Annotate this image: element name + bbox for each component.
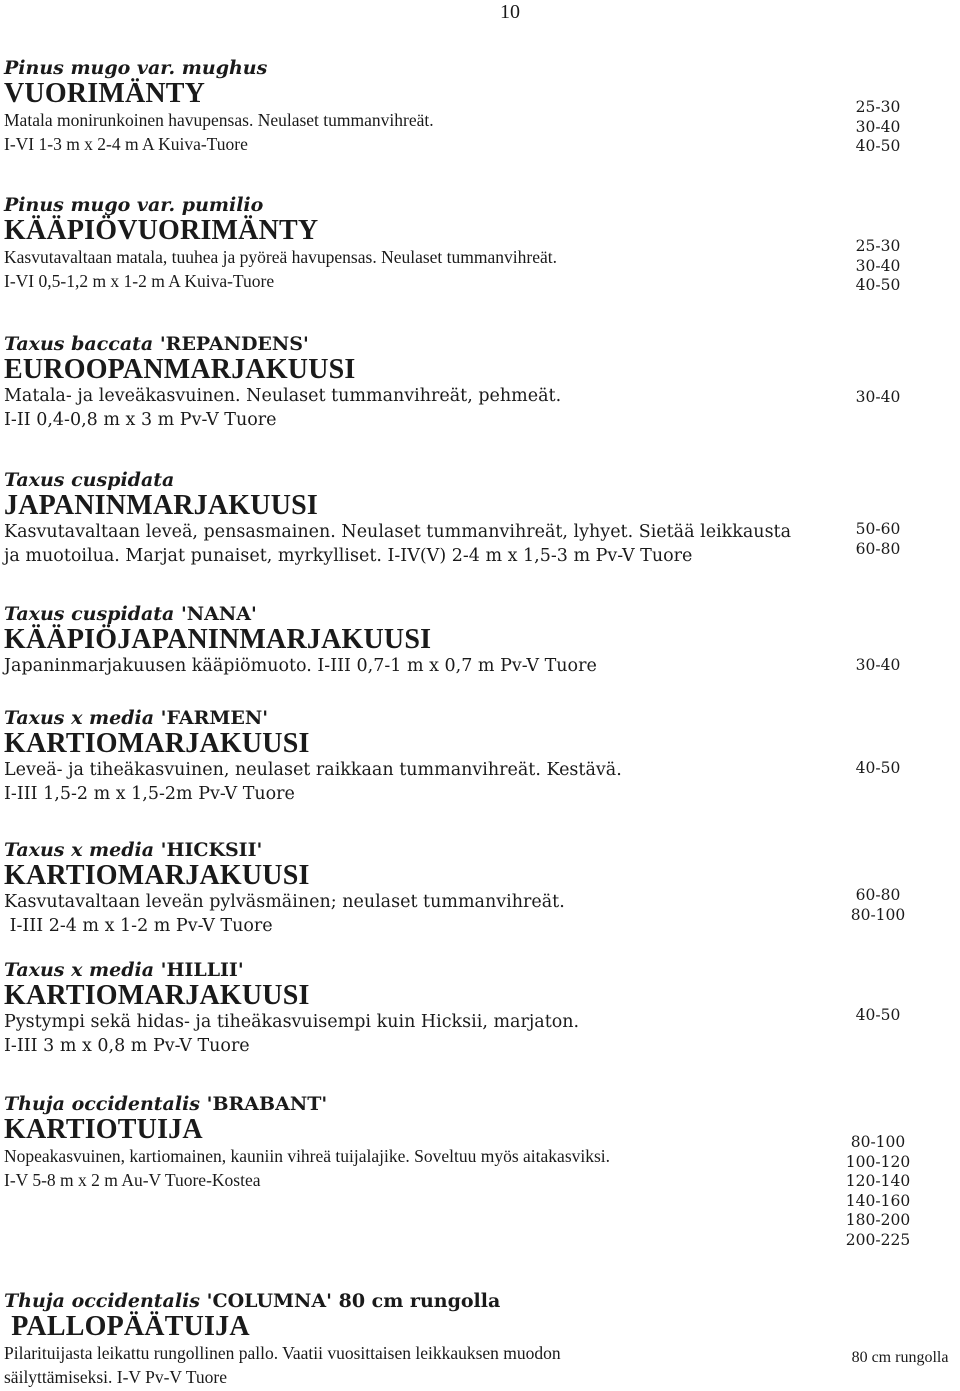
latin-name: [4, 468, 944, 492]
latin-species: Taxus baccata: [4, 333, 154, 355]
common-name: KARTIOMARJAKUUSI: [4, 980, 310, 1011]
description-line: Kasvutavaltaan matala, tuuhea ja pyöreä havupensas. Neulaset tummanvihreät.: [4, 247, 557, 267]
size-value: 25-30: [855, 237, 901, 255]
size-value: 40-50: [855, 137, 901, 155]
latin-cultivar: 'REPANDENS': [159, 333, 309, 355]
latin-name: [4, 706, 944, 730]
size-value: 100-120: [845, 1152, 911, 1171]
description-line: Matala- ja leveäkasvuinen. Neulaset tummanvihreät, pehmeät.: [4, 386, 562, 406]
size-list: [838, 656, 918, 676]
common-name: KARTIOTUIJA: [4, 1114, 203, 1145]
plant-entry: [4, 468, 944, 568]
description-line: Pystympi sekä hidas- ja tiheäkasvuisempi kuin Hicksii, marjaton.: [4, 1012, 580, 1032]
description-line: I-VI 0,5-1,2 m x 1-2 m A Kuiva-Tuore: [4, 271, 275, 291]
size-value: 40-50: [855, 759, 901, 777]
common-name: KÄÄPIÖVUORIMÄNTY: [4, 215, 319, 246]
size-value: 30-40: [855, 388, 901, 406]
plant-entry: [4, 1289, 944, 1389]
latin-name: [4, 332, 944, 356]
size-list: [838, 1006, 918, 1026]
size-value: 30-40: [855, 117, 901, 136]
size-value: 30-40: [855, 656, 901, 674]
common-name: KARTIOMARJAKUUSI: [4, 860, 310, 891]
page-number: 10: [500, 1, 520, 23]
size-list: [838, 98, 918, 157]
latin-species: Pinus mugo var. pumilio: [4, 194, 264, 216]
description-line: I-V 5-8 m x 2 m Au-V Tuore-Kostea: [4, 1170, 261, 1190]
size-value: 40-50: [855, 276, 901, 294]
common-name: KARTIOMARJAKUUSI: [4, 728, 310, 759]
latin-species: Pinus mugo var. mughus: [4, 57, 268, 79]
size-list: [840, 1348, 960, 1368]
size-list: [838, 759, 918, 779]
description-line: ja muotoilua. Marjat punaiset, myrkylliset. I-IV(V) 2-4 m x 1,5-3 m Pv-V Tuore: [4, 546, 693, 566]
latin-name: [4, 193, 944, 217]
size-value: 140-160: [845, 1191, 911, 1210]
description-line: I-III 1,5-2 m x 1,5-2m Pv-V Tuore: [4, 784, 295, 804]
size-value: 60-80: [855, 539, 901, 558]
plant-entry: [4, 193, 944, 293]
latin-species: Taxus x media: [4, 959, 155, 981]
description-line: Kasvutavaltaan leveän pylväsmäinen; neulaset tummanvihreät.: [4, 892, 565, 912]
description-line: I-II 0,4-0,8 m x 3 m Pv-V Tuore: [4, 410, 277, 430]
size-list: [838, 520, 918, 559]
latin-species: Thuja occidentalis: [4, 1093, 201, 1115]
common-name: PALLOPÄÄTUIJA: [4, 1311, 256, 1342]
description-line: Matala monirunkoinen havupensas. Neulaset tummanvihreät.: [4, 110, 434, 130]
latin-name: [4, 1092, 944, 1116]
size-list: [838, 886, 918, 925]
latin-cultivar: 'NANA': [180, 603, 257, 625]
size-value: 200-225: [845, 1230, 911, 1249]
size-value: 120-140: [845, 1172, 911, 1190]
latin-species: Taxus x media: [4, 839, 155, 861]
description-line: Japaninmarjakuusen kääpiömuoto. I-III 0,7-1 m x 0,7 m Pv-V Tuore: [4, 656, 597, 676]
description-line: säilyttämiseksi. I-V Pv-V Tuore: [4, 1367, 227, 1387]
latin-cultivar: 'BRABANT': [206, 1093, 328, 1115]
size-list: [838, 237, 918, 296]
latin-cultivar: 'FARMEN': [160, 707, 269, 729]
latin-name: [4, 56, 944, 80]
description-line: I-III 2-4 m x 1-2 m Pv-V Tuore: [4, 916, 273, 936]
size-value: 25-30: [855, 98, 901, 116]
plant-entry: [4, 332, 944, 432]
latin-name: [4, 958, 944, 982]
latin-species: Taxus x media: [4, 707, 155, 729]
description-line: Kasvutavaltaan leveä, pensasmainen. Neulaset tummanvihreät, lyhyet. Sietää leikkausta: [4, 522, 792, 542]
size-list: [838, 388, 918, 408]
plant-entry: [4, 838, 944, 938]
latin-species: Taxus cuspidata: [4, 469, 175, 491]
size-list: [838, 1133, 918, 1250]
size-value: 40-50: [855, 1006, 901, 1024]
size-value: 80-100: [850, 905, 906, 924]
size-value: 80-100: [850, 1133, 906, 1151]
latin-cultivar: 'COLUMNA' 80 cm rungolla: [206, 1290, 501, 1312]
description-line: Nopeakasvuinen, kartiomainen, kauniin vihreä tuijalajike. Soveltuu myös aitakasviksi.: [4, 1146, 611, 1166]
latin-species: Thuja occidentalis: [4, 1290, 201, 1312]
plant-entry: [4, 706, 944, 806]
plant-entry: [4, 56, 944, 156]
size-value: 60-80: [855, 886, 901, 904]
latin-name: [4, 838, 944, 862]
common-name: KÄÄPIÖJAPANINMARJAKUUSI: [4, 624, 432, 655]
size-value: 50-60: [855, 520, 901, 538]
description-line: Pilarituijasta leikattu rungollinen pallo. Vaatii vuosittaisen leikkauksen muodon: [4, 1343, 561, 1363]
common-name: JAPANINMARJAKUUSI: [4, 490, 318, 521]
plant-entry: [4, 1092, 944, 1192]
plant-entry: [4, 958, 944, 1058]
size-value: 180-200: [845, 1211, 911, 1229]
description-line: Leveä- ja tiheäkasvuinen, neulaset raikkaan tummanvihreät. Kestävä.: [4, 760, 622, 780]
description-line: I-VI 1-3 m x 2-4 m A Kuiva-Tuore: [4, 134, 248, 154]
description-line: I-III 3 m x 0,8 m Pv-V Tuore: [4, 1036, 250, 1056]
common-name: EUROOPANMARJAKUUSI: [4, 354, 356, 385]
latin-name: [4, 1289, 944, 1313]
latin-species: Taxus cuspidata: [4, 603, 175, 625]
size-value: 80 cm rungolla: [851, 1349, 949, 1366]
size-value: 30-40: [855, 256, 901, 275]
common-name: VUORIMÄNTY: [4, 78, 206, 109]
plant-entry: [4, 602, 944, 678]
latin-cultivar: 'HICKSII': [160, 839, 263, 861]
latin-cultivar: 'HILLII': [160, 959, 244, 981]
latin-name: [4, 602, 944, 626]
